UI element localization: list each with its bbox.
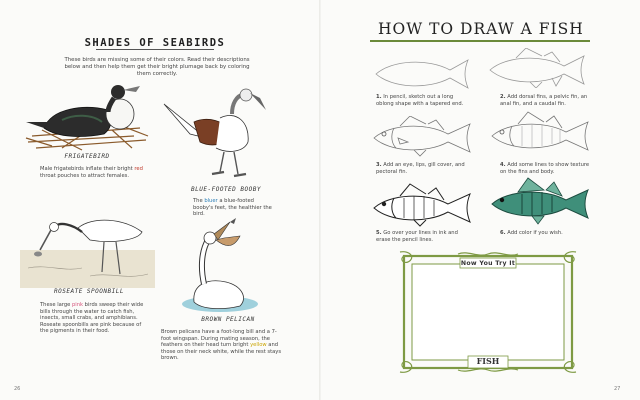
- left-page-number: 26: [14, 386, 21, 392]
- frame-caption-fish: FISH: [476, 356, 500, 366]
- spoonbill-desc-pink: pink: [72, 302, 84, 308]
- spoonbill-illustration: [20, 210, 155, 288]
- fish-step-1-drawing: [372, 56, 472, 90]
- pelican-illustration: [178, 218, 266, 318]
- title-rule: [370, 40, 590, 42]
- left-page-intro: These birds are missing some of their colors. Read their descriptions below and then help them get their bright plumage back by coloring them correctly.: [64, 57, 250, 77]
- pelican-label: BROWN PELICAN: [201, 316, 255, 323]
- page-gutter: [319, 0, 321, 400]
- right-page-title: HOW TO DRAW A FISH: [378, 20, 584, 38]
- spoonbill-description: [40, 302, 146, 335]
- booby-desc-blue: bluer: [204, 198, 218, 204]
- pelican-description: [161, 329, 285, 362]
- booby-desc-part-1: The: [193, 198, 205, 204]
- fish-step-3-drawing: [370, 116, 474, 158]
- frigatebird-desc-red: red: [134, 166, 143, 172]
- step-1-number: 1.: [376, 94, 382, 100]
- step-4-text: [500, 162, 596, 175]
- right-page-number: 27: [614, 386, 621, 392]
- booby-illustration: [160, 86, 270, 186]
- step-5-description: Go over your lines in ink and erase the pencil lines.: [376, 230, 458, 243]
- now-you-try-it-label: Now You Try It: [460, 260, 516, 267]
- step-3-text: [376, 162, 466, 175]
- pelican-desc-part-1: Brown pelicans have a foot-long bill and a 7-foot wingspan. During mating season, the feathers on their head turn bright: [161, 329, 277, 349]
- spoonbill-desc-part-1: These large: [40, 302, 72, 308]
- left-page-title: SHADES OF SEABIRDS: [84, 37, 226, 49]
- frigatebird-description: [40, 166, 152, 179]
- pelican-desc-part-2: and those on their neck white, while the rest stays brown.: [161, 342, 282, 362]
- fish-step-2-drawing: [486, 48, 588, 88]
- step-6-number: 6.: [500, 230, 506, 236]
- step-1-text: [376, 94, 468, 107]
- fish-step-4-drawing: [488, 110, 592, 156]
- step-3-number: 3.: [376, 162, 382, 168]
- step-6-text: [500, 230, 592, 237]
- frigatebird-desc-part-2: throat pouches to attract females.: [40, 172, 129, 179]
- pelican-desc-yellow: yellow: [250, 342, 267, 349]
- fish-step-6-drawing: [488, 176, 592, 226]
- title-underline: [96, 49, 214, 50]
- booby-label: BLUE-FOOTED BOOBY: [191, 186, 261, 193]
- frigatebird-label: FRIGATEBIRD: [64, 153, 110, 160]
- step-4-description: Add some lines to show texture on the fins and body.: [500, 162, 590, 175]
- spoonbill-desc-part-2: birds sweep their wide bills through the water to catch fish, insects, small crabs, and amphibians. Roseate spoonbills are pink because of the pigments in their food.: [40, 302, 144, 335]
- step-4-number: 4.: [500, 162, 506, 168]
- spoonbill-label: ROSEATE SPOONBILL: [54, 288, 124, 295]
- step-2-description: Add dorsal fins, a pelvic fin, an anal fin, and a caudal fin.: [500, 94, 588, 107]
- step-5-text: [376, 230, 466, 243]
- step-6-description: Add color if you wish.: [507, 230, 563, 236]
- booby-description: [193, 198, 275, 218]
- step-2-number: 2.: [500, 94, 506, 100]
- frigatebird-desc-part-1: Male frigatebirds inflate their bright: [40, 166, 133, 172]
- frigatebird-illustration: [22, 78, 152, 156]
- step-3-description: Add an eye, lips, gill cover, and pectoral fin.: [376, 162, 465, 175]
- step-5-number: 5.: [376, 230, 382, 236]
- step-1-description: In pencil, sketch out a long oblong shape with a tapered end.: [376, 94, 464, 107]
- booby-desc-part-2: a blue-footed booby's feet, the healthier the bird.: [193, 198, 272, 218]
- fish-step-5-drawing: [370, 182, 474, 228]
- step-2-text: [500, 94, 592, 107]
